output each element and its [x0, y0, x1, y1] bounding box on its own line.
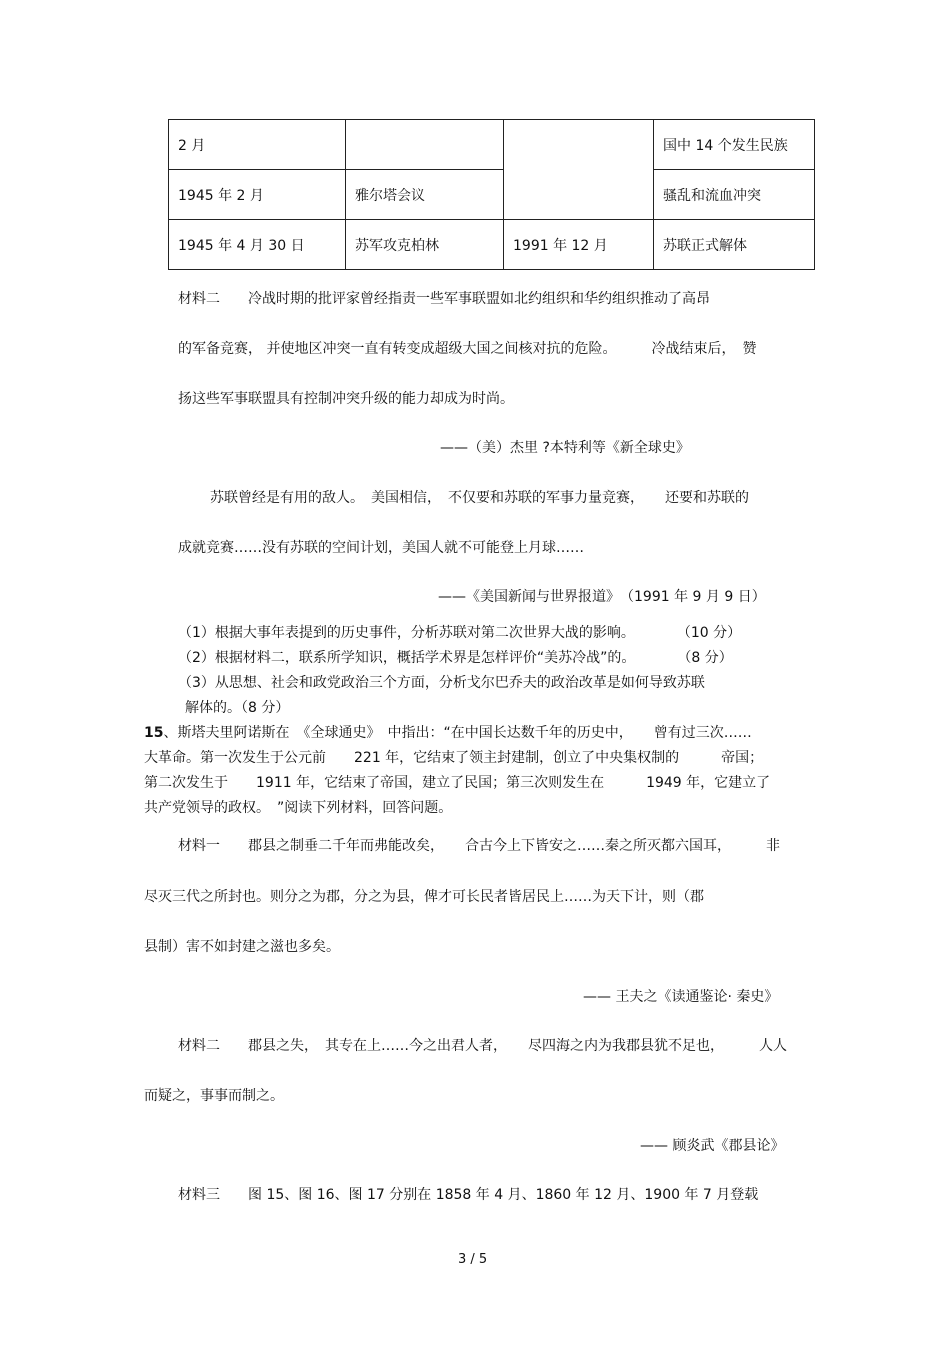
source-citation: ——《美国新闻与世界报道》 （1991 年 9 月 9 日）: [438, 589, 766, 605]
question-number: 15: [144, 725, 164, 741]
question-15-intro: 15、斯塔夫里阿诺斯在 《全球通史》 中指出：“在中国长达数千年的历史中， 曾有过三次……: [144, 725, 752, 741]
material-two-line: 材料二 冷战时期的批评家曾经指责一些军事联盟如北约组织和华约组织推动了高昂: [178, 291, 710, 307]
table-row: [169, 170, 815, 220]
source-citation: —— 顾炎武《郡县论》: [640, 1138, 785, 1154]
table-row: [169, 120, 815, 170]
material-two-line: 苏联曾经是有用的敌人。 美国相信， 不仅要和苏联的军事力量竞赛， 还要和苏联的: [210, 490, 749, 506]
question-2: （2）根据材料二，联系所学知识，概括学术界是怎样评价“美苏冷战”的。 （8 分）: [178, 650, 733, 666]
table-cell: [346, 120, 504, 170]
material-two-b-line: 材料二 郡县之失， 其专在上……今之出君人者， 尽四海之内为我郡县犹不足也， 人人: [178, 1038, 787, 1054]
table-cell: 国中 14 个发生民族: [654, 120, 815, 170]
material-three-line: 材料三 图 15、图 16、图 17 分别在 1858 年 4 月、1860 年 12 月、1900 年 7 月登载: [178, 1187, 759, 1203]
table-cell: 苏军攻克柏林: [346, 220, 504, 270]
page-number: 3 / 5: [458, 1252, 488, 1267]
events-table: [168, 119, 815, 270]
material-one-line: 县制）害不如封建之滋也多矣。: [144, 939, 340, 955]
material-two-line: 扬这些军事联盟具有控制冲突升级的能力却成为时尚。: [178, 391, 514, 407]
table-cell: 2 月: [169, 120, 346, 170]
table-cell: 苏联正式解体: [654, 220, 815, 270]
material-two-b-line: 而疑之，事事而制之。: [144, 1088, 284, 1104]
source-citation: ——（美）杰里 ?本特利等《新全球史》: [440, 440, 690, 456]
table-cell: 1945 年 4 月 30 日: [169, 220, 346, 270]
question-3-cont: 解体的。（8 分）: [185, 700, 290, 716]
material-two-line: 成就竞赛……没有苏联的空间计划，美国人就不可能登上月球……: [178, 540, 584, 556]
table-cell: 1991 年 12 月: [504, 220, 654, 270]
table-cell: 1945 年 2 月: [169, 170, 346, 220]
source-citation: —— 王夫之《读通鉴论· 秦史》: [583, 989, 779, 1005]
question-1: （1）根据大事年表提到的历史事件，分析苏联对第二次世界大战的影响。 （10 分）: [178, 625, 742, 641]
question-15-line: 大革命。第一次发生于公元前 221 年，它结束了领主封建制，创立了中央集权制的 帝国；: [144, 750, 764, 766]
table-cell-merged: [504, 120, 654, 220]
question-15-line: 共产党领导的政权。 ”阅读下列材料，回答问题。: [144, 800, 453, 816]
question-15-line: 第二次发生于 1911 年，它结束了帝国，建立了民国；第三次则发生在 1949 年，它建立了: [144, 775, 771, 791]
material-one-line: 材料一 郡县之制垂二千年而弗能改矣， 合古今上下皆安之……秦之所灭都六国耳， 非: [178, 838, 780, 854]
table-cell: 骚乱和流血冲突: [654, 170, 815, 220]
material-one-line: 尽灭三代之所封也。则分之为郡，分之为县，俾才可长民者皆居民上……为天下计，则（郡: [144, 889, 704, 905]
material-two-line: 的军备竞赛， 并使地区冲突一直有转变成超级大国之间核对抗的危险。 冷战结束后， 赞: [178, 341, 757, 357]
table-cell: 雅尔塔会议: [346, 170, 504, 220]
table-row: [169, 220, 815, 270]
question-3: （3）从思想、社会和政党政治三个方面，分析戈尔巴乔夫的政治改革是如何导致苏联: [178, 675, 705, 691]
